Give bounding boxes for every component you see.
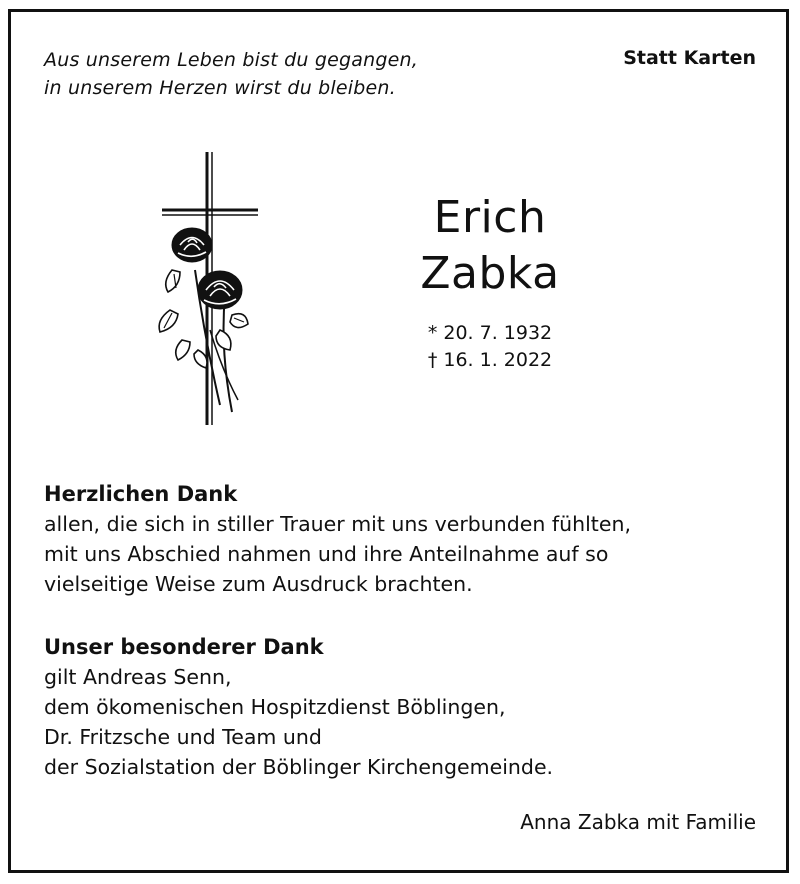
quote-line-1: Aus unserem Leben bist du gegangen, <box>44 49 419 71</box>
special-thanks-heading: Unser besonderer Dank <box>44 635 324 659</box>
cross-with-roses-icon <box>150 150 270 430</box>
deceased-block <box>350 190 630 374</box>
special-thanks-line: Dr. Fritzsche und Team und <box>44 725 322 749</box>
thanks-line: allen, die sich in stiller Trauer mit uns verbunden fühlten, <box>44 512 631 536</box>
birth-date: * 20. 7. 1932 <box>427 322 553 344</box>
signature: Anna Zabka mit Familie <box>520 810 756 834</box>
thanks-line: vielseitige Weise zum Ausdruck brachten. <box>44 572 473 596</box>
death-date: † 16. 1. 2022 <box>427 349 553 371</box>
memorial-quote <box>44 46 418 102</box>
life-dates <box>350 320 630 374</box>
thanks-heading: Herzlichen Dank <box>44 482 238 506</box>
thanks-section <box>44 479 631 599</box>
special-thanks-section <box>44 632 553 782</box>
statt-karten-label: Statt Karten <box>623 47 756 69</box>
special-thanks-line: dem ökomenischen Hospitzdienst Böblingen, <box>44 695 506 719</box>
special-thanks-line: der Sozialstation der Böblinger Kirchengemeinde. <box>44 755 554 779</box>
special-thanks-line: gilt Andreas Senn, <box>44 665 232 689</box>
thanks-line: mit uns Abschied nahmen und ihre Anteilnahme auf so <box>44 542 609 566</box>
quote-line-2: in unserem Herzen wirst du bleiben. <box>44 77 396 99</box>
deceased-last-name: Zabka <box>420 248 560 299</box>
deceased-first-name: Erich <box>433 192 547 243</box>
